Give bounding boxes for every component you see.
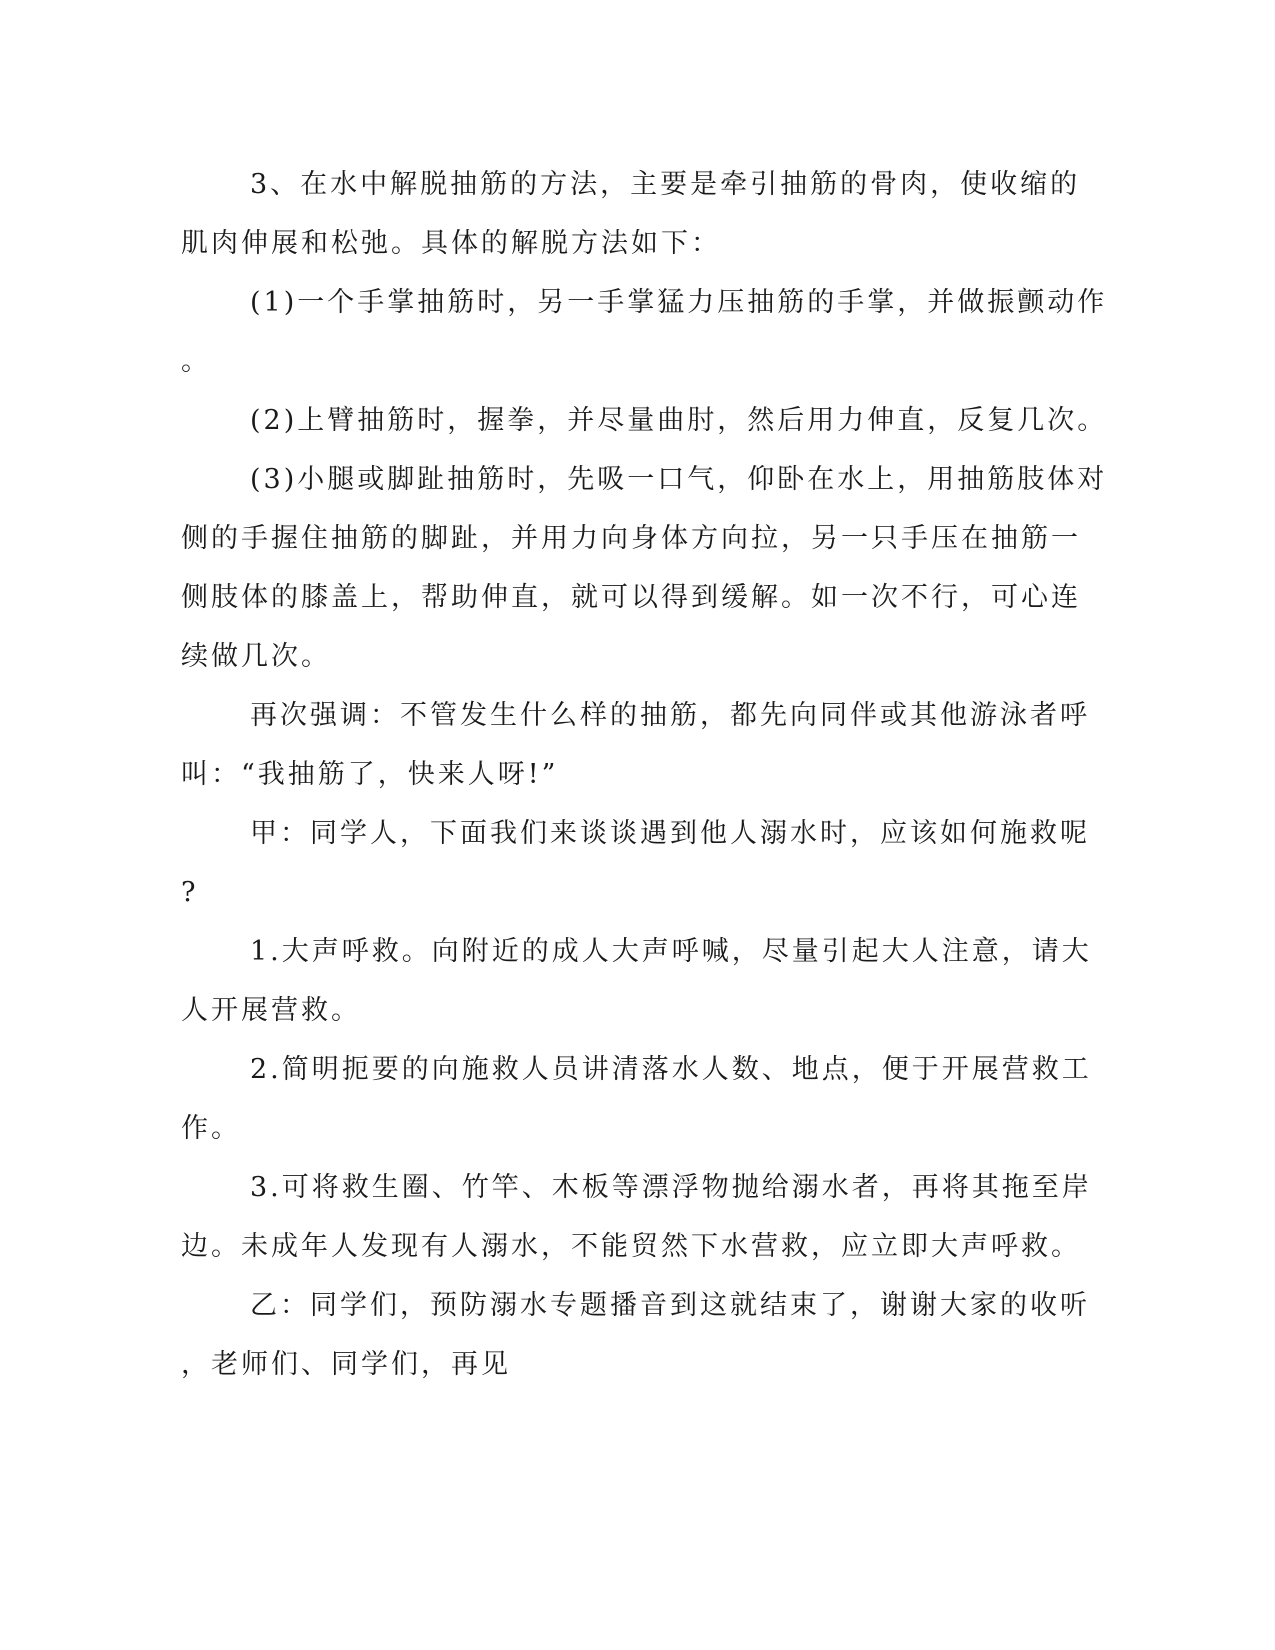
text-line: 叫：“我抽筋了，快来人呀!” — [181, 759, 559, 790]
text-line: 1.大声呼救。向附近的成人大声呼喊，尽量引起大人注意，请大 — [250, 936, 1092, 967]
text-line: 2.简明扼要的向施救人员讲清落水人数、地点，便于开展营救工 — [250, 1054, 1092, 1085]
text-line: 肌肉伸展和松弛。具体的解脱方法如下： — [181, 228, 721, 259]
text-line: ? — [181, 877, 199, 908]
text-line: 3.可将救生圈、竹竿、木板等漂浮物抛给溺水者，再将其拖至岸 — [250, 1172, 1092, 1203]
text-line: 边。未成年人发现有人溺水，不能贸然下水营救，应立即大声呼救。 — [181, 1231, 1081, 1262]
text-line: 再次强调：不管发生什么样的抽筋，都先向同伴或其他游泳者呼 — [250, 700, 1090, 731]
text-line: 人开展营救。 — [181, 995, 361, 1026]
text-line: 作。 — [181, 1113, 241, 1144]
text-line: 3、在水中解脱抽筋的方法，主要是牵引抽筋的骨肉，使收缩的 — [250, 169, 1081, 200]
text-line: 乙：同学们，预防溺水专题播音到这就结束了，谢谢大家的收听 — [250, 1290, 1090, 1321]
text-line: 侧肢体的膝盖上，帮助伸直，就可以得到缓解。如一次不行，可心连 — [181, 582, 1081, 613]
text-line: 续做几次。 — [181, 641, 331, 672]
text-line: (2)上臂抽筋时，握拳，并尽量曲肘，然后用力伸直，反复几次。 — [250, 405, 1108, 436]
text-line: 。 — [181, 346, 211, 377]
document-body — [181, 155, 1108, 1394]
text-line: (3)小腿或脚趾抽筋时，先吸一口气，仰卧在水上，用抽筋肢体对 — [250, 464, 1108, 495]
text-line: (1)一个手掌抽筋时，另一手掌猛力压抽筋的手掌，并做振颤动作 — [250, 287, 1108, 318]
text-line: 侧的手握住抽筋的脚趾，并用力向身体方向拉，另一只手压在抽筋一 — [181, 523, 1081, 554]
text-line: 甲：同学人，下面我们来谈谈遇到他人溺水时，应该如何施救呢 — [250, 818, 1090, 849]
text-line: ，老师们、同学们，再见 — [181, 1349, 511, 1380]
